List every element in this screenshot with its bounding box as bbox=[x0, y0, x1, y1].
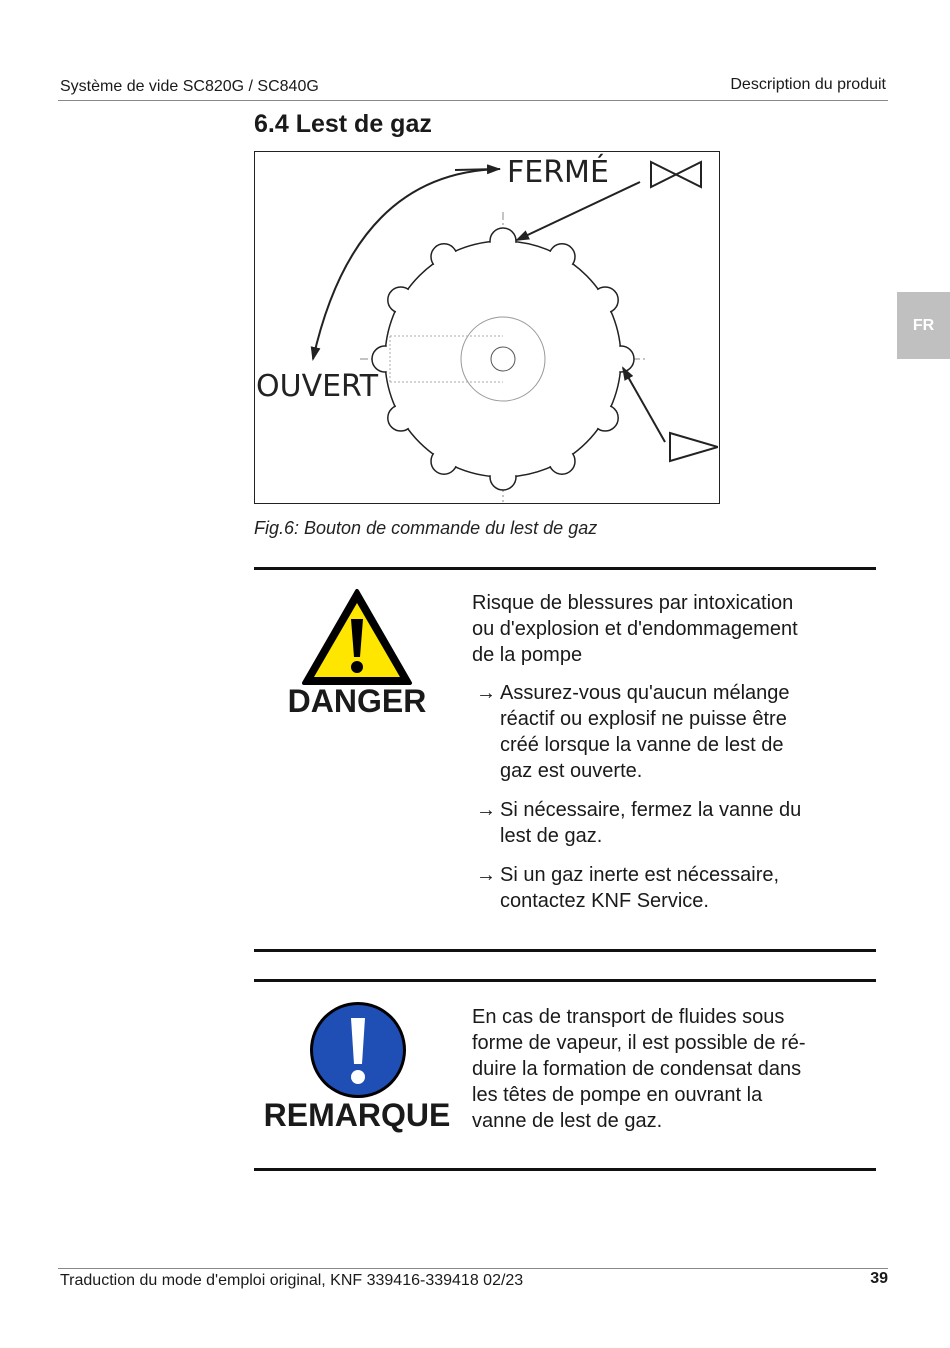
danger-bullet bbox=[472, 680, 872, 784]
closed-valve-symbol-icon bbox=[651, 162, 701, 187]
text-line: forme de vapeur, il est possible de ré- bbox=[472, 1032, 806, 1054]
text-line: En cas de transport de fluides sous bbox=[472, 1006, 785, 1028]
notice-bottom-rule bbox=[254, 1168, 876, 1171]
danger-content bbox=[472, 590, 872, 914]
section-title: 6.4 Lest de gaz bbox=[254, 110, 432, 138]
arrow-right-icon: → bbox=[476, 799, 496, 821]
text-line: contactez KNF Service. bbox=[500, 890, 709, 912]
footer-document-reference: Traduction du mode d'emploi original, KNF 339416-339418 02/23 bbox=[60, 1272, 524, 1289]
text-line: de la pompe bbox=[472, 644, 583, 666]
text-line: les têtes de pompe en ouvrant la bbox=[472, 1084, 763, 1106]
text-line: vanne de lest de gaz. bbox=[472, 1110, 663, 1132]
text-line: Assurez-vous qu'aucun mélange bbox=[500, 682, 790, 704]
danger-bottom-rule bbox=[254, 949, 876, 952]
knob-face bbox=[386, 242, 620, 476]
arrow-right-icon: → bbox=[476, 682, 496, 704]
label-open: OUVERT bbox=[256, 369, 379, 404]
notice-text bbox=[472, 1004, 872, 1134]
knob-outline-icon bbox=[372, 228, 634, 490]
text-line: Risque de blessures par intoxication bbox=[472, 592, 794, 614]
text-line: réactif ou explosif ne puisse être bbox=[500, 708, 787, 730]
text-line: ou d'explosion et d'endommagement bbox=[472, 618, 798, 640]
knob-diagram bbox=[255, 152, 718, 502]
text-line: créé lorsque la vanne de lest de bbox=[500, 734, 784, 756]
notice-top-rule bbox=[254, 979, 876, 982]
open-pointer-arrow-icon bbox=[623, 368, 665, 442]
danger-intro bbox=[472, 590, 872, 668]
closed-pointer-arrow-icon bbox=[517, 182, 640, 240]
danger-label: DANGER bbox=[287, 683, 427, 719]
label-closed: FERMÉ bbox=[507, 155, 609, 190]
language-tab: FR bbox=[897, 292, 950, 359]
notice-label: REMARQUE bbox=[263, 1097, 451, 1133]
page-number: 39 bbox=[870, 1270, 888, 1287]
gas-ballast-knob-figure bbox=[254, 151, 720, 504]
danger-top-rule bbox=[254, 567, 876, 570]
warning-triangle-icon bbox=[300, 587, 414, 687]
figure-caption: Fig.6: Bouton de commande du lest de gaz bbox=[254, 518, 598, 538]
header-divider bbox=[58, 100, 888, 101]
running-header-section: Description du produit bbox=[730, 76, 886, 93]
arrow-right-icon: → bbox=[476, 864, 496, 886]
text-line: duire la formation de condensat dans bbox=[472, 1058, 802, 1080]
danger-bullet bbox=[472, 797, 872, 849]
danger-bullet bbox=[472, 862, 872, 914]
mandatory-notice-icon bbox=[308, 1000, 408, 1100]
text-line: Si un gaz inerte est nécessaire, bbox=[500, 864, 780, 886]
running-header-title: Système de vide SC820G / SC840G bbox=[60, 78, 319, 95]
text-line: lest de gaz. bbox=[500, 825, 603, 847]
open-valve-symbol-icon bbox=[670, 433, 718, 461]
footer-divider bbox=[58, 1268, 888, 1269]
text-line: Si nécessaire, fermez la vanne du bbox=[500, 799, 802, 821]
text-line: gaz est ouverte. bbox=[500, 760, 643, 782]
